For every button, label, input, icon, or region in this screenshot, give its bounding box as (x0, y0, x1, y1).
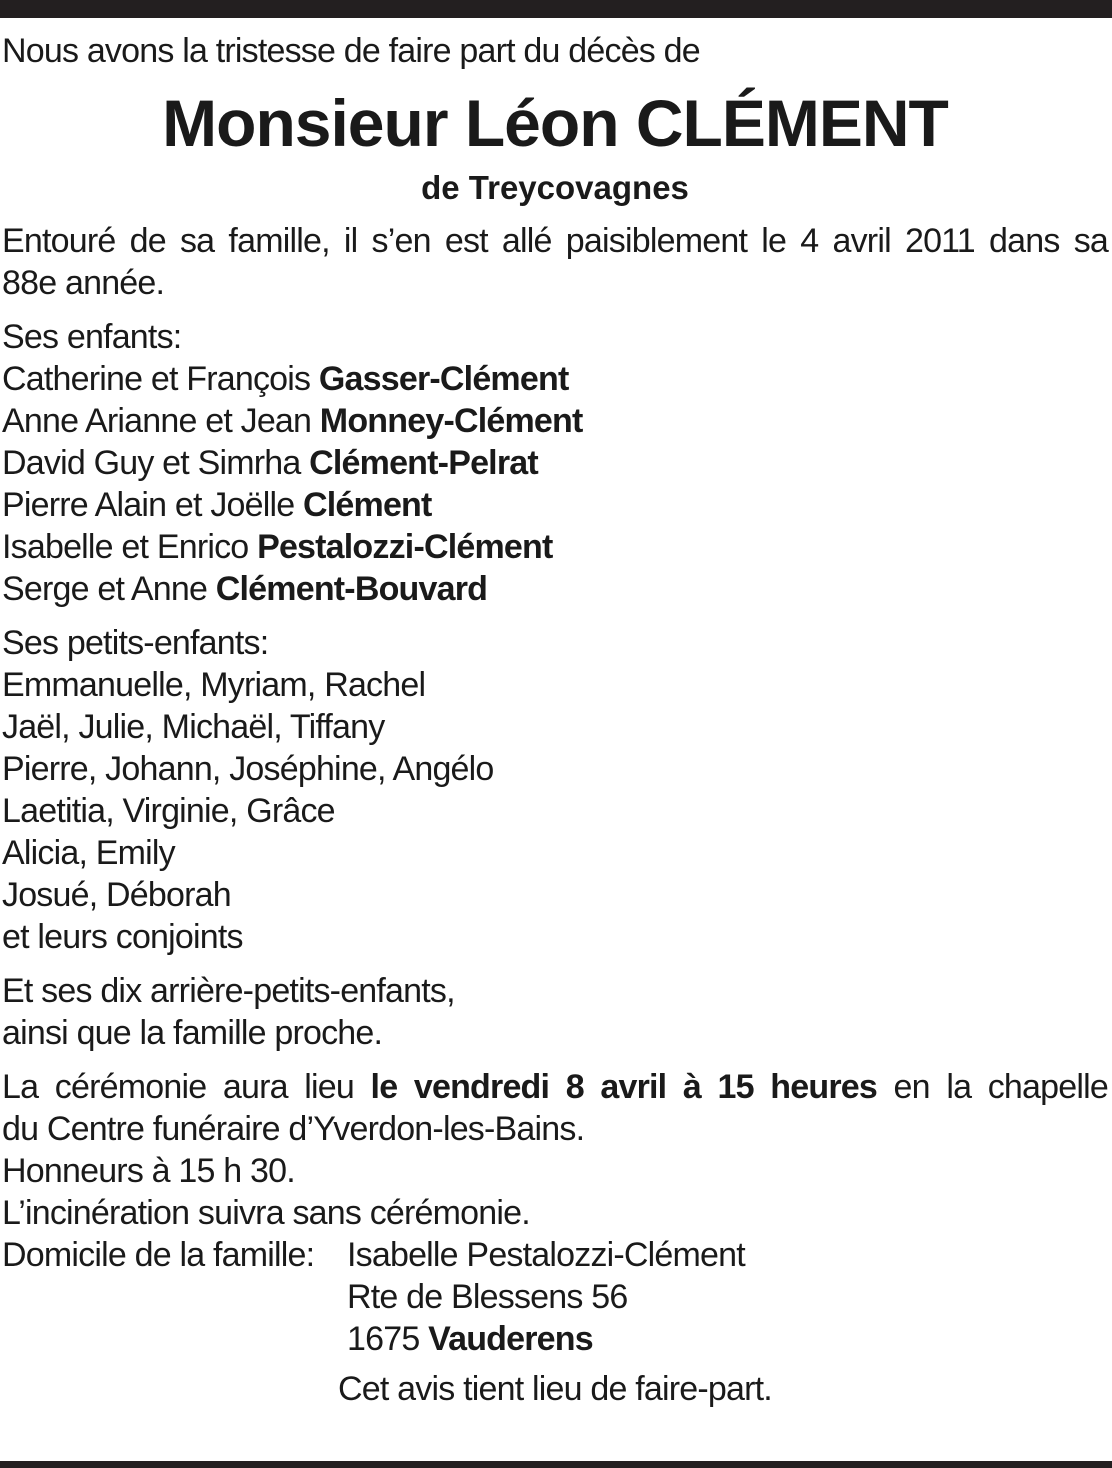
grandchildren-heading: Ses petits-enfants: (2, 624, 269, 662)
child-item (2, 400, 1108, 442)
great-grandchildren-line-2: ainsi que la famille proche. (2, 1014, 383, 1052)
children-list (2, 316, 1108, 610)
child-item (2, 568, 1108, 610)
child-given-names: Isabelle et Enrico (2, 528, 258, 566)
child-surname: Clément-Bouvard (215, 570, 488, 608)
great-grandchildren-line-1: Et ses dix arrière-petits-enfants, (2, 972, 455, 1010)
ceremony-date: le vendredi 8 avril à 15 heures (370, 1068, 877, 1106)
grandchild-item: Jaël, Julie, Michaël, Tiffany (2, 708, 385, 746)
grandchild-item: Laetitia, Virginie, Grâce (2, 792, 335, 830)
child-item (2, 442, 1108, 484)
deceased-origin: de Treycovagnes (421, 169, 689, 206)
address-lines (347, 1234, 745, 1360)
deceased-name: Monsieur Léon CLÉMENT (162, 86, 948, 160)
child-given-names: David Guy et Simrha (2, 444, 310, 482)
ceremony-line-2: du Centre funéraire d’Yverdon-les-Bains. (2, 1110, 585, 1148)
child-surname: Clément-Pelrat (309, 444, 538, 482)
child-surname: Pestalozzi-Clément (257, 528, 553, 566)
address-locality (347, 1318, 745, 1360)
ceremony-paragraph (2, 1066, 1108, 1360)
bottom-rule (0, 1461, 1112, 1468)
address-name: Isabelle Pestalozzi-Clément (347, 1236, 745, 1274)
grandchild-item: et leurs conjoints (2, 918, 243, 956)
address-label: Domicile de la famille: (2, 1236, 315, 1274)
child-surname: Clément (303, 486, 432, 524)
great-grandchildren (2, 970, 1108, 1054)
address-street: Rte de Blessens 56 (347, 1278, 628, 1316)
grandchild-item: Emmanuelle, Myriam, Rachel (2, 666, 426, 704)
child-surname: Monney-Clément (319, 402, 583, 440)
child-item (2, 484, 1108, 526)
grandchild-item: Alicia, Emily (2, 834, 175, 872)
ceremony-post: en la chapelle (877, 1068, 1108, 1106)
child-given-names: Anne Arianne et Jean (2, 402, 320, 440)
death-paragraph (2, 220, 1108, 304)
intro-text: Nous avons la tristesse de faire part du décès de (2, 32, 700, 70)
child-item (2, 526, 1108, 568)
death-line-2: 88e année. (2, 264, 165, 302)
obituary-notice (2, 30, 1108, 1410)
child-item (2, 358, 1108, 400)
children-heading: Ses enfants: (2, 318, 182, 356)
top-rule (0, 0, 1112, 18)
address-postcode: 1675 (347, 1320, 429, 1358)
ceremony-pre: La cérémonie aura lieu (2, 1068, 371, 1106)
cremation-line: L’incinération suivra sans cérémonie. (2, 1194, 530, 1232)
death-line-1: Entouré de sa famille, il s’en est allé paisiblement le 4 avril 2011 dans sa (2, 222, 1108, 260)
child-given-names: Catherine et François (2, 360, 319, 398)
grandchildren-list (2, 622, 1108, 958)
honours-line: Honneurs à 15 h 30. (2, 1152, 295, 1190)
closing-note: Cet avis tient lieu de faire-part. (338, 1370, 772, 1408)
ceremony-line-1 (2, 1066, 1108, 1108)
address-city: Vauderens (428, 1320, 593, 1358)
family-address (2, 1234, 1108, 1360)
child-surname: Gasser-Clément (318, 360, 569, 398)
grandchild-item: Josué, Déborah (2, 876, 231, 914)
child-given-names: Pierre Alain et Joëlle (2, 486, 303, 524)
child-given-names: Serge et Anne (2, 570, 216, 608)
grandchild-item: Pierre, Johann, Joséphine, Angélo (2, 750, 494, 788)
